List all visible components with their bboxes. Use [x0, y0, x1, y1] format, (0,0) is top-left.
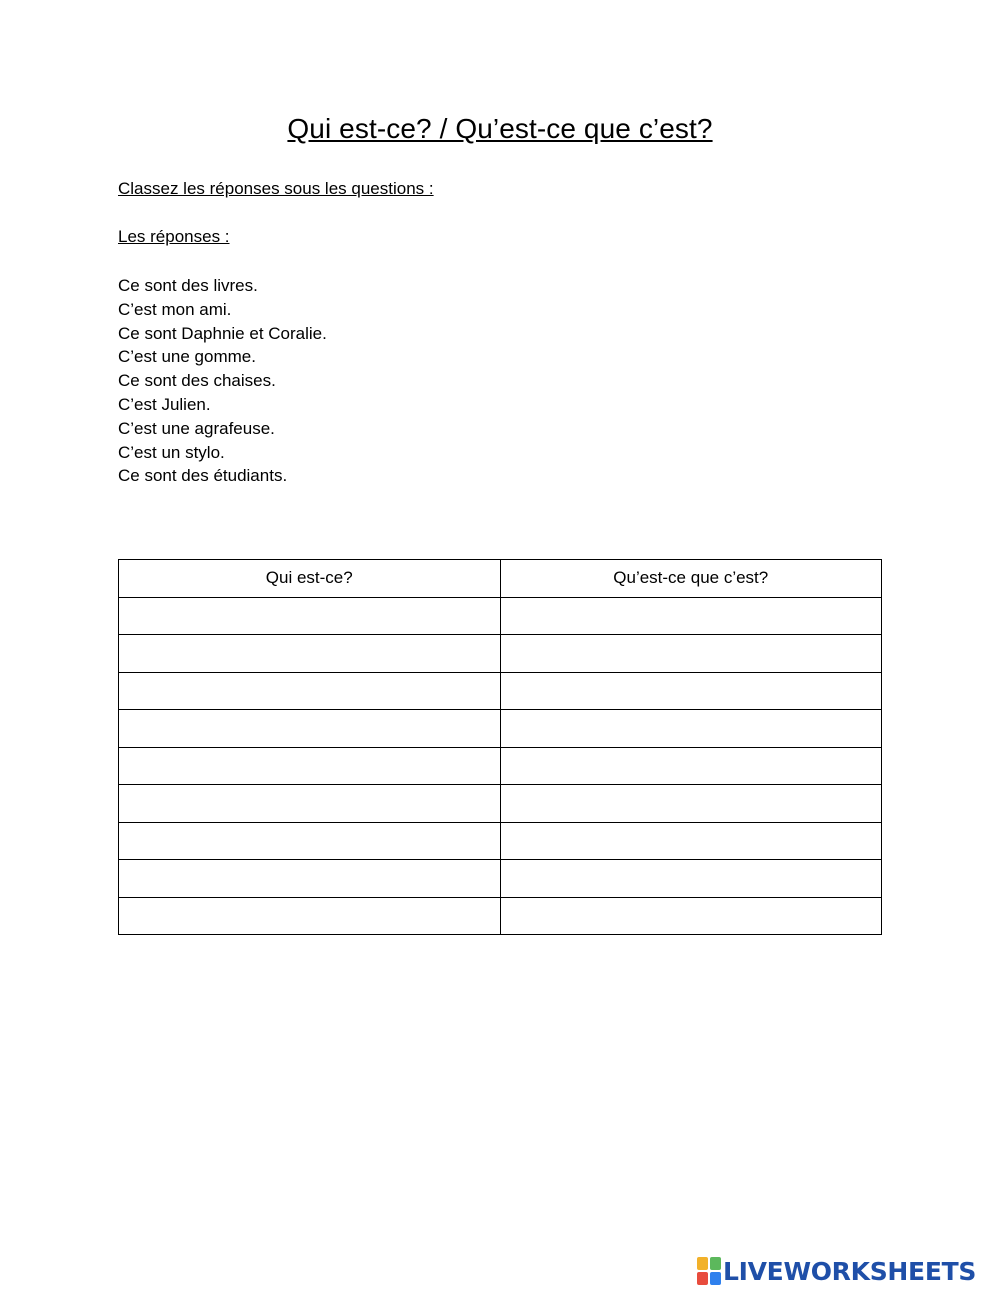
- logo-wordmark: LIVEWORKSHEETS: [723, 1256, 977, 1286]
- quest-ce-que-cest-dropzone[interactable]: [500, 822, 882, 860]
- logo-block: [710, 1257, 721, 1270]
- logo-block: [710, 1272, 721, 1285]
- table-row: [119, 597, 882, 635]
- sorting-table: [118, 559, 882, 935]
- qui-est-ce-dropzone[interactable]: [119, 672, 501, 710]
- qui-est-ce-dropzone[interactable]: [119, 597, 501, 635]
- quest-ce-que-cest-dropzone[interactable]: [500, 747, 882, 785]
- quest-ce-que-cest-dropzone[interactable]: [500, 635, 882, 673]
- answer-item[interactable]: Ce sont des étudiants.: [118, 466, 288, 486]
- quest-ce-que-cest-dropzone[interactable]: [500, 860, 882, 898]
- quest-ce-que-cest-dropzone[interactable]: [500, 897, 882, 935]
- answer-item[interactable]: C’est une agrafeuse.: [118, 418, 275, 438]
- table-header-row: [119, 560, 882, 598]
- answer-item[interactable]: C’est Julien.: [118, 394, 211, 414]
- answers-list: [118, 274, 327, 488]
- quest-ce-que-cest-dropzone[interactable]: [500, 672, 882, 710]
- logo-block: [697, 1272, 708, 1285]
- table-row: [119, 747, 882, 785]
- table-row: [119, 860, 882, 898]
- answers-label: Les réponses :: [118, 227, 230, 246]
- qui-est-ce-dropzone[interactable]: [119, 747, 501, 785]
- answer-item[interactable]: C’est une gomme.: [118, 347, 256, 367]
- qui-est-ce-dropzone[interactable]: [119, 785, 501, 823]
- answer-item[interactable]: C’est mon ami.: [118, 299, 232, 319]
- quest-ce-que-cest-dropzone[interactable]: [500, 785, 882, 823]
- table-row: [119, 710, 882, 748]
- table-row: [119, 822, 882, 860]
- qui-est-ce-dropzone[interactable]: [119, 822, 501, 860]
- instruction-text: Classez les réponses sous les questions :: [118, 179, 434, 198]
- answer-item[interactable]: Ce sont des livres.: [118, 276, 258, 295]
- table-row: [119, 897, 882, 935]
- table-row: [119, 635, 882, 673]
- qui-est-ce-dropzone[interactable]: [119, 860, 501, 898]
- header-qui-est-ce: Qui est-ce?: [119, 560, 501, 598]
- quest-ce-que-cest-dropzone[interactable]: [500, 597, 882, 635]
- page-title: Qui est-ce? / Qu’est-ce que c’est?: [287, 113, 713, 144]
- answer-item[interactable]: Ce sont des chaises.: [118, 371, 276, 391]
- table-row: [119, 672, 882, 710]
- qui-est-ce-dropzone[interactable]: [119, 635, 501, 673]
- table-row: [119, 785, 882, 823]
- answer-item[interactable]: Ce sont Daphnie et Coralie.: [118, 323, 327, 343]
- logo-blocks-icon: [697, 1257, 721, 1285]
- qui-est-ce-dropzone[interactable]: [119, 897, 501, 935]
- qui-est-ce-dropzone[interactable]: [119, 710, 501, 748]
- liveworksheets-logo: [697, 1256, 976, 1286]
- answer-item[interactable]: C’est un stylo.: [118, 442, 225, 462]
- quest-ce-que-cest-dropzone[interactable]: [500, 710, 882, 748]
- logo-block: [697, 1257, 708, 1270]
- header-quest-ce-que-cest: Qu’est-ce que c’est?: [500, 560, 882, 598]
- table-body: [119, 597, 882, 935]
